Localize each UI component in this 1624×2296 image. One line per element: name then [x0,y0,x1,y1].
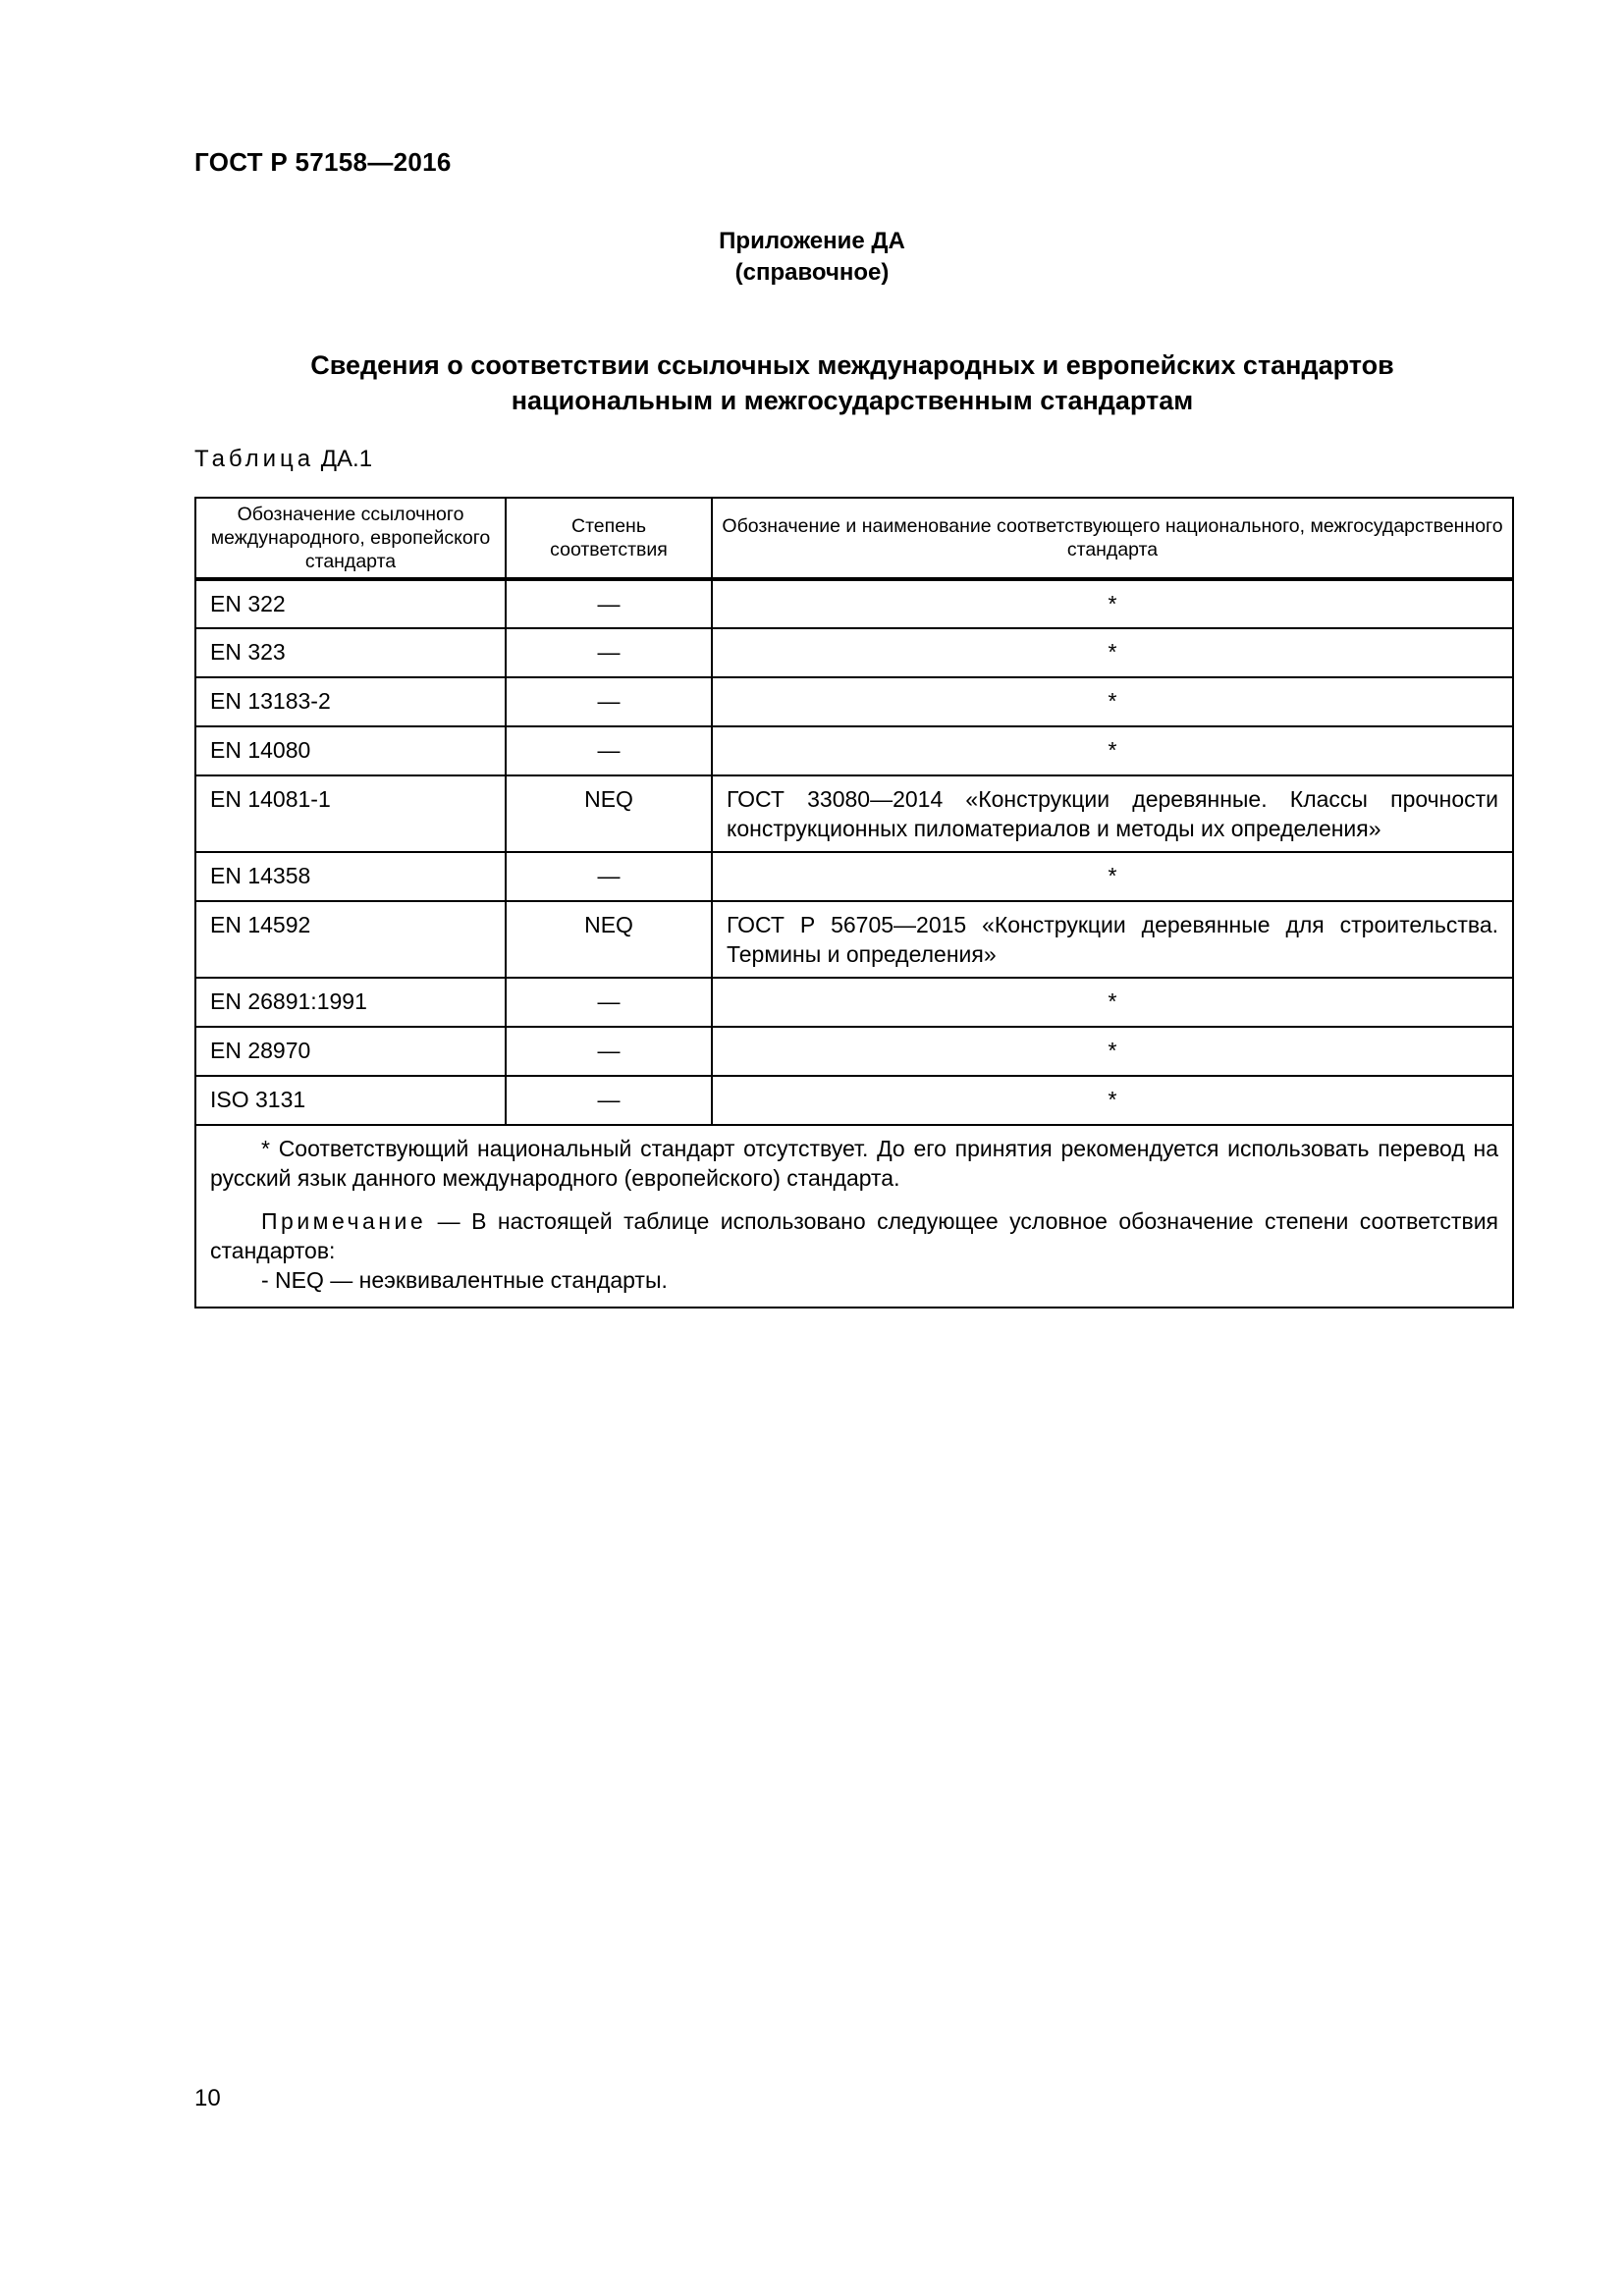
table-row [195,852,1513,901]
table-caption [194,446,372,473]
cell-degree: — [506,579,712,628]
appendix-title: Приложение ДА [719,228,905,254]
cell-degree: — [506,628,712,677]
cell-national: * [712,579,1513,628]
cell-designation: EN 14080 [195,726,506,775]
table-row [195,628,1513,677]
column-header-national: Обозначение и наименование соответствующего национального, межгосударственного стандарта [712,498,1513,579]
column-header-degree: Степень соответствия [506,498,712,579]
table-caption-label: Таблица [194,446,315,472]
table-footnote-row [195,1125,1513,1308]
cell-national: * [712,726,1513,775]
cell-designation: EN 322 [195,579,506,628]
table-row [195,1027,1513,1076]
cell-designation: EN 14592 [195,901,506,978]
cell-national: * [712,677,1513,726]
section-heading-line-1: Сведения о соответствии ссылочных международных и европейских стандартов [310,350,1394,380]
cell-designation: EN 323 [195,628,506,677]
cell-degree: NEQ [506,901,712,978]
cell-degree: — [506,1027,712,1076]
table-row [195,726,1513,775]
cell-designation: EN 26891:1991 [195,978,506,1027]
cell-national: * [712,978,1513,1027]
table-row [195,579,1513,628]
section-heading-line-2: национальным и межгосударственным стандартам [511,386,1194,415]
cell-degree: — [506,1076,712,1125]
cell-degree: — [506,677,712,726]
cell-national: ГОСТ 33080—2014 «Конструкции деревянные. Классы прочности конструкционных пиломатериалов и методы их определения» [712,775,1513,852]
table-row [195,1076,1513,1125]
cell-designation: ISO 3131 [195,1076,506,1125]
table-note [210,1206,1498,1265]
standards-table [194,497,1514,1308]
appendix-kind: (справочное) [734,259,890,286]
cell-national: * [712,852,1513,901]
cell-designation: EN 14081-1 [195,775,506,852]
table-row [195,978,1513,1027]
note-text: — В настоящей таблице использовано следующее условное обозначение степени соответствия стандартов: [210,1208,1498,1263]
cell-degree: — [506,852,712,901]
cell-degree: — [506,726,712,775]
note-label: Примечание [261,1208,427,1234]
table-footnote-cell [195,1125,1513,1308]
cell-designation: EN 13183-2 [195,677,506,726]
cell-degree: — [506,978,712,1027]
document-code: ГОСТ Р 57158—2016 [194,147,452,177]
cell-national: * [712,628,1513,677]
cell-designation: EN 28970 [195,1027,506,1076]
table-footnote: * Соответствующий национальный стандарт отсутствует. До его принятия рекомендуется использовать перевод на русский язык данного международного (европейского) стандарта. [210,1136,1498,1191]
page-number: 10 [194,2085,221,2111]
table-header-row [195,498,1513,579]
table-row [195,901,1513,978]
cell-national: ГОСТ Р 56705—2015 «Конструкции деревянные для строительства. Термины и определения» [712,901,1513,978]
cell-designation: EN 14358 [195,852,506,901]
column-header-designation: Обозначение ссылочного международного, европейского стандарта [195,498,506,579]
cell-national: * [712,1027,1513,1076]
cell-national: * [712,1076,1513,1125]
table-caption-number: ДА.1 [320,446,373,472]
table-row [195,775,1513,852]
table-row [195,677,1513,726]
note-item: - NEQ — неэквивалентные стандарты. [261,1267,668,1293]
cell-degree: NEQ [506,775,712,852]
